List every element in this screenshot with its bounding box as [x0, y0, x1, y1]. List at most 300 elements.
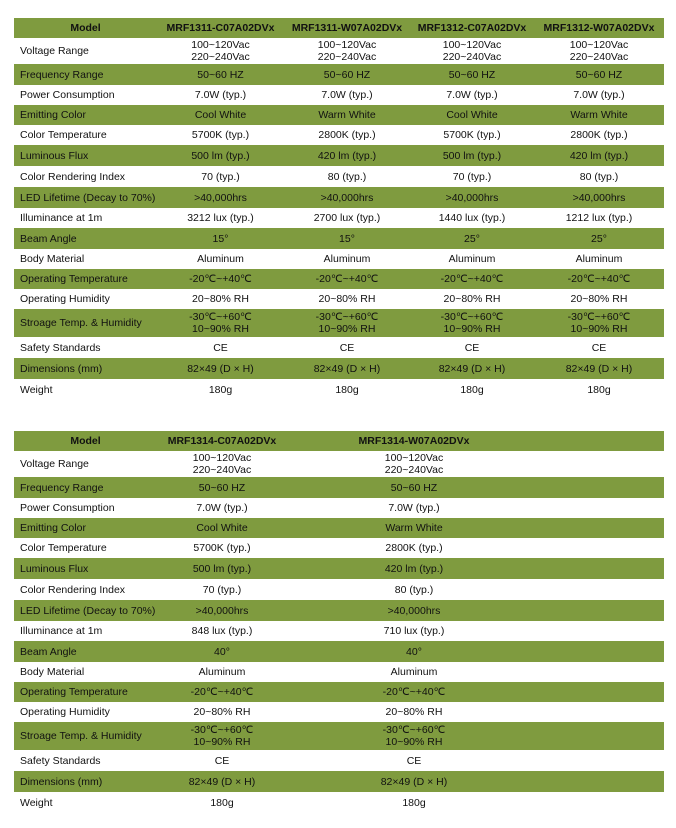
spec-value	[157, 750, 287, 771]
spec-value-line: 70 (typ.)	[202, 583, 242, 596]
spec-value-line: 70 (typ.)	[452, 170, 492, 183]
spec-value	[287, 579, 541, 600]
spec-value-line: CE	[339, 341, 355, 354]
spec-value-line: 70 (typ.)	[201, 170, 240, 183]
spec-value-line: -30℃~+60℃	[315, 311, 379, 323]
spec-value-line: 50~60 HZ	[448, 68, 496, 81]
spec-value	[157, 477, 287, 498]
model-column-header: MRF1311-W07A02DVx	[291, 22, 403, 34]
spec-label: Safety Standards	[20, 341, 101, 354]
spec-label: Dimensions (mm)	[20, 775, 103, 788]
spec-value-line: 82×49 (D × H)	[565, 362, 633, 375]
spec-label: Frequency Range	[20, 481, 104, 494]
spec-value	[157, 682, 287, 702]
spec-label: Operating Humidity	[20, 706, 110, 718]
spec-value	[410, 208, 534, 228]
spec-value	[410, 269, 534, 289]
spec-value-line: 5700K (typ.)	[443, 129, 501, 141]
spec-label: Stroage Temp. & Humidity	[20, 317, 142, 329]
spec-value-line: 20~80% RH	[318, 293, 376, 305]
model-column-header: MRF1312-C07A02DVx	[417, 22, 527, 34]
spec-row	[14, 208, 664, 228]
spec-label: Weight	[20, 796, 53, 809]
spec-value-line: 50~60 HZ	[197, 68, 244, 81]
spec-value	[284, 64, 410, 85]
spec-value	[534, 269, 664, 289]
spec-value-line: 25°	[591, 232, 607, 245]
spec-value-line: 1212 lux (typ.)	[565, 212, 633, 224]
spec-row	[14, 538, 664, 558]
spec-value-line: 180g	[208, 383, 233, 396]
spec-value-line: 7.0W (typ.)	[446, 89, 498, 101]
spec-value	[284, 228, 410, 249]
spec-value-line: 220~240Vac	[192, 464, 252, 476]
spec-row	[14, 662, 664, 682]
spec-label: Stroage Temp. & Humidity	[20, 730, 142, 742]
spec-value	[287, 702, 541, 722]
spec-value	[157, 662, 287, 682]
spec-value-line: -30℃~+60℃	[189, 311, 252, 323]
spec-value	[287, 621, 541, 641]
spec-value	[157, 621, 287, 641]
spec-value-line: 7.0W (typ.)	[388, 502, 440, 514]
spec-value	[284, 358, 410, 379]
spec-row	[14, 85, 664, 105]
spec-value-line: Aluminum	[390, 666, 438, 678]
spec-row	[14, 518, 664, 538]
spec-value-line: 180g	[460, 383, 484, 396]
spec-value	[284, 289, 410, 309]
spec-value	[410, 38, 534, 64]
spec-value-line: 82×49 (D × H)	[380, 775, 448, 788]
spec-value-line: 2800K (typ.)	[385, 542, 443, 554]
spec-value	[534, 249, 664, 269]
model-column-header: MRF1314-W07A02DVx	[358, 435, 470, 447]
spec-label: Illuminance at 1m	[20, 212, 103, 224]
spec-value-line: 10~90% RH	[318, 323, 376, 335]
spec-row	[14, 228, 664, 249]
spec-label: Dimensions (mm)	[20, 362, 103, 375]
spec-value-line: 20~80% RH	[192, 293, 249, 305]
spec-value-line: 180g	[587, 383, 611, 396]
spec-row	[14, 337, 664, 358]
spec-value	[157, 64, 284, 85]
spacer-cell	[541, 579, 664, 600]
spec-value-line: 500 lm (typ.)	[191, 149, 250, 162]
spec-value-line: Warm White	[318, 109, 376, 121]
spec-value	[534, 166, 664, 187]
spec-value	[410, 249, 534, 269]
spec-label: Emitting Color	[20, 522, 86, 534]
spec-value	[410, 187, 534, 208]
spacer-cell	[541, 431, 664, 451]
spec-value-line: Cool White	[196, 522, 248, 534]
spec-value	[157, 379, 284, 400]
spec-value	[284, 379, 410, 400]
spec-value-line: 220~240Vac	[317, 51, 377, 63]
spec-value-line: 20~80% RH	[570, 293, 628, 305]
spec-value-line: CE	[464, 341, 480, 354]
spec-value-line: 420 lm (typ.)	[317, 149, 377, 162]
spec-value-line: 420 lm (typ.)	[569, 149, 629, 162]
spec-value-line: 220~240Vac	[384, 464, 444, 476]
spec-row	[14, 358, 664, 379]
spec-value	[534, 64, 664, 85]
spec-value-line: Aluminum	[323, 253, 371, 265]
spec-label: Luminous Flux	[20, 562, 89, 575]
spec-value	[157, 105, 284, 125]
spec-value-line: -20℃~+40℃	[189, 273, 252, 285]
spec-value	[287, 498, 541, 518]
spec-value	[157, 498, 287, 518]
spec-value	[410, 379, 534, 400]
spec-row	[14, 558, 664, 579]
spec-label: Power Consumption	[20, 89, 115, 101]
spec-row	[14, 702, 664, 722]
spec-value-line: 20~80% RH	[385, 706, 443, 718]
spacer-cell	[541, 792, 664, 813]
spec-value	[410, 337, 534, 358]
spec-value-line: CE	[591, 341, 607, 354]
spec-value	[284, 249, 410, 269]
spec-value-line: 100~120Vac	[442, 39, 502, 51]
spec-label: Emitting Color	[20, 109, 86, 121]
spec-value-line: 82×49 (D × H)	[313, 362, 381, 375]
spec-value	[157, 145, 284, 166]
spec-value-line: 5700K (typ.)	[191, 129, 250, 141]
spec-value-line: 100~120Vac	[191, 39, 250, 51]
spec-value-line: -30℃~+60℃	[567, 311, 631, 323]
spec-value-line: -20℃~+40℃	[440, 273, 504, 285]
spec-value-line: 80 (typ.)	[327, 170, 367, 183]
spacer-cell	[541, 771, 664, 792]
spec-value-line: 180g	[335, 383, 359, 396]
spec-value-line: >40,000hrs	[445, 191, 499, 204]
spec-value	[534, 337, 664, 358]
spec-value-line: -30℃~+60℃	[190, 724, 254, 736]
spec-label: Frequency Range	[20, 68, 104, 81]
spec-value-line: 15°	[212, 232, 229, 245]
spec-row	[14, 166, 664, 187]
spec-row	[14, 722, 664, 750]
spec-value-line: 7.0W (typ.)	[321, 89, 373, 101]
spec-value	[410, 166, 534, 187]
spec-value	[287, 792, 541, 813]
spacer-cell	[541, 722, 664, 750]
spec-value-line: -20℃~+40℃	[190, 686, 254, 698]
spec-row	[14, 750, 664, 771]
spec-row	[14, 641, 664, 662]
spec-value-line: 25°	[464, 232, 480, 245]
spec-label: Beam Angle	[20, 645, 77, 658]
spec-row	[14, 379, 664, 400]
spec-value	[287, 600, 541, 621]
spec-value-line: 82×49 (D × H)	[438, 362, 506, 375]
spec-value	[157, 579, 287, 600]
spec-value-line: Aluminum	[198, 666, 246, 678]
spec-value-line: 20~80% RH	[193, 706, 251, 718]
spec-value-line: 7.0W (typ.)	[573, 89, 625, 101]
spacer-cell	[541, 538, 664, 558]
spec-value	[157, 228, 284, 249]
spec-label: Color Rendering Index	[20, 583, 126, 596]
spec-value	[287, 722, 541, 750]
spec-value	[157, 641, 287, 662]
spec-value	[534, 309, 664, 337]
spec-row	[14, 621, 664, 641]
spec-value	[157, 249, 284, 269]
spec-value-line: 100~120Vac	[569, 39, 629, 51]
spacer-cell	[541, 558, 664, 579]
spec-value	[410, 358, 534, 379]
spacer-cell	[541, 600, 664, 621]
spec-value	[157, 722, 287, 750]
spec-value	[287, 682, 541, 702]
spec-value-line: 3212 lux (typ.)	[187, 212, 254, 224]
spec-value-line: 220~240Vac	[569, 51, 629, 63]
spec-value-line: 20~80% RH	[443, 293, 501, 305]
spec-value-line: 7.0W (typ.)	[196, 502, 248, 514]
spec-value	[287, 750, 541, 771]
spec-row	[14, 792, 664, 813]
spec-row	[14, 498, 664, 518]
spec-value	[410, 145, 534, 166]
spec-value-line: 10~90% RH	[192, 323, 249, 335]
spec-row	[14, 64, 664, 85]
model-column-header: MRF1311-C07A02DVx	[166, 22, 275, 34]
spec-row	[14, 579, 664, 600]
spec-value	[287, 451, 541, 477]
spec-row	[14, 309, 664, 337]
spec-value-line: 2800K (typ.)	[570, 129, 628, 141]
spec-value	[157, 187, 284, 208]
spec-label: LED Lifetime (Decay to 70%)	[20, 191, 156, 204]
spec-value-line: >40,000hrs	[572, 191, 626, 204]
spec-value	[534, 125, 664, 145]
spec-label: Color Temperature	[20, 129, 107, 141]
spec-label: Illuminance at 1m	[20, 625, 103, 637]
spec-value	[287, 558, 541, 579]
spec-value-line: 180g	[402, 796, 426, 809]
spec-value	[157, 451, 287, 477]
spec-value-line: Warm White	[385, 522, 443, 534]
spec-value-line: 220~240Vac	[442, 51, 502, 63]
spec-value-line: -20℃~+40℃	[567, 273, 631, 285]
spec-value-line: CE	[214, 754, 230, 767]
spec-value-line: 40°	[406, 645, 422, 658]
spec-value	[284, 337, 410, 358]
spec-value-line: 10~90% RH	[570, 323, 628, 335]
spec-value	[410, 85, 534, 105]
spec-value	[157, 702, 287, 722]
spec-value	[157, 289, 284, 309]
spec-value	[534, 38, 664, 64]
spec-value	[287, 538, 541, 558]
spec-value	[287, 641, 541, 662]
spec-row	[14, 771, 664, 792]
spec-value	[284, 208, 410, 228]
spec-value-line: 180g	[210, 796, 234, 809]
spec-label: LED Lifetime (Decay to 70%)	[20, 604, 156, 617]
spec-label: Operating Temperature	[20, 686, 128, 698]
spec-value	[157, 85, 284, 105]
spec-value-line: 10~90% RH	[193, 736, 251, 748]
spec-value-line: >40,000hrs	[195, 604, 249, 617]
spec-row	[14, 125, 664, 145]
spec-value	[287, 518, 541, 538]
spec-value	[157, 208, 284, 228]
spec-label: Safety Standards	[20, 754, 101, 767]
spec-row	[14, 269, 664, 289]
spec-value	[157, 538, 287, 558]
spec-row	[14, 451, 664, 477]
spec-value-line: CE	[213, 341, 228, 354]
spec-value	[157, 38, 284, 64]
spec-label: Luminous Flux	[20, 149, 89, 162]
spacer-cell	[541, 498, 664, 518]
spec-value	[287, 662, 541, 682]
spec-row	[14, 600, 664, 621]
spec-value-line: 7.0W (typ.)	[194, 89, 247, 101]
spec-value	[410, 228, 534, 249]
spec-value-line: 5700K (typ.)	[193, 542, 251, 554]
spec-value	[534, 358, 664, 379]
spec-value-line: 848 lux (typ.)	[191, 625, 253, 637]
spec-value	[284, 309, 410, 337]
spec-label: Beam Angle	[20, 232, 77, 245]
spec-value-line: Cool White	[194, 109, 247, 121]
spec-value-line: 500 lm (typ.)	[192, 562, 252, 575]
spec-label: Voltage Range	[20, 45, 89, 57]
spec-value-line: 80 (typ.)	[579, 170, 619, 183]
spec-label: Color Temperature	[20, 542, 107, 554]
spec-value-line: >40,000hrs	[320, 191, 374, 204]
spec-value-line: 420 lm (typ.)	[384, 562, 444, 575]
model-header: Model	[70, 435, 101, 447]
spec-row	[14, 105, 664, 125]
spacer-cell	[541, 641, 664, 662]
spec-value-line: 10~90% RH	[443, 323, 501, 335]
spec-value-line: >40,000hrs	[194, 191, 247, 204]
spec-value	[157, 309, 284, 337]
spec-label: Voltage Range	[20, 458, 89, 470]
spacer-cell	[541, 518, 664, 538]
spec-label: Operating Temperature	[20, 273, 128, 285]
model-header: Model	[70, 22, 101, 34]
spec-value	[410, 309, 534, 337]
spec-value-line: 50~60 HZ	[575, 68, 623, 81]
spec-value-line: 1440 lux (typ.)	[438, 212, 506, 224]
spacer-cell	[541, 682, 664, 702]
spec-value-line: 40°	[214, 645, 230, 658]
spec-row	[14, 477, 664, 498]
spec-row	[14, 145, 664, 166]
spacer-cell	[541, 451, 664, 477]
spec-value	[284, 38, 410, 64]
spec-value-line: 100~120Vac	[384, 452, 444, 464]
spec-label: Color Rendering Index	[20, 170, 126, 183]
header-row	[14, 431, 664, 451]
spec-value-line: -20℃~+40℃	[315, 273, 379, 285]
spec-value	[284, 145, 410, 166]
spec-value-line: Aluminum	[197, 253, 244, 265]
spec-value-line: Warm White	[570, 109, 628, 121]
spec-value-line: 80 (typ.)	[394, 583, 434, 596]
spec-value	[284, 105, 410, 125]
spec-value	[157, 337, 284, 358]
spec-value	[534, 208, 664, 228]
spacer-cell	[541, 621, 664, 641]
spec-value-line: -30℃~+60℃	[382, 724, 446, 736]
spec-value-line: Cool White	[446, 109, 498, 121]
spec-value-line: -30℃~+60℃	[440, 311, 504, 323]
spec-row	[14, 38, 664, 64]
spec-value	[284, 125, 410, 145]
spec-value-line: CE	[406, 754, 422, 767]
spec-value-line: 82×49 (D × H)	[188, 775, 256, 788]
spec-row	[14, 249, 664, 269]
spec-label: Power Consumption	[20, 502, 115, 514]
spec-value	[410, 105, 534, 125]
spec-value	[284, 85, 410, 105]
spec-value	[410, 125, 534, 145]
spec-value	[534, 105, 664, 125]
spec-value-line: -20℃~+40℃	[382, 686, 446, 698]
spec-value	[287, 771, 541, 792]
spec-value	[410, 289, 534, 309]
model-column-header: MRF1314-C07A02DVx	[167, 435, 277, 447]
spec-value	[534, 85, 664, 105]
spec-value-line: Aluminum	[448, 253, 496, 265]
spec-label: Weight	[20, 383, 53, 396]
spec-value	[157, 269, 284, 289]
spec-value	[157, 558, 287, 579]
spec-value-line: 50~60 HZ	[323, 68, 371, 81]
spacer-cell	[541, 662, 664, 682]
spec-value	[534, 187, 664, 208]
spec-value	[284, 269, 410, 289]
spec-value-line: 82×49 (D × H)	[187, 362, 254, 375]
spec-value	[157, 166, 284, 187]
spec-value-line: 15°	[339, 232, 355, 245]
spacer-cell	[541, 702, 664, 722]
spec-value-line: 100~120Vac	[192, 452, 252, 464]
spec-value	[157, 600, 287, 621]
spec-value-line: 50~60 HZ	[198, 481, 246, 494]
spec-row	[14, 682, 664, 702]
spec-label: Body Material	[20, 253, 85, 265]
spacer-cell	[541, 477, 664, 498]
spec-value	[410, 64, 534, 85]
spec-table-mrf1314	[14, 431, 664, 813]
spec-value-line: Aluminum	[575, 253, 623, 265]
spec-value-line: 710 lux (typ.)	[383, 625, 445, 637]
spec-label: Operating Humidity	[20, 293, 110, 305]
header-row	[14, 18, 664, 38]
spec-value-line: >40,000hrs	[387, 604, 441, 617]
spec-value-line: 220~240Vac	[191, 51, 250, 63]
spec-value-line: 2700 lux (typ.)	[313, 212, 381, 224]
spec-value-line: 10~90% RH	[385, 736, 443, 748]
model-column-header: MRF1312-W07A02DVx	[543, 22, 655, 34]
spec-value	[157, 358, 284, 379]
spec-value	[534, 145, 664, 166]
spec-value	[284, 166, 410, 187]
spec-value-line: 50~60 HZ	[390, 481, 438, 494]
spec-value	[157, 125, 284, 145]
spec-value	[157, 518, 287, 538]
spec-label: Body Material	[20, 666, 85, 678]
